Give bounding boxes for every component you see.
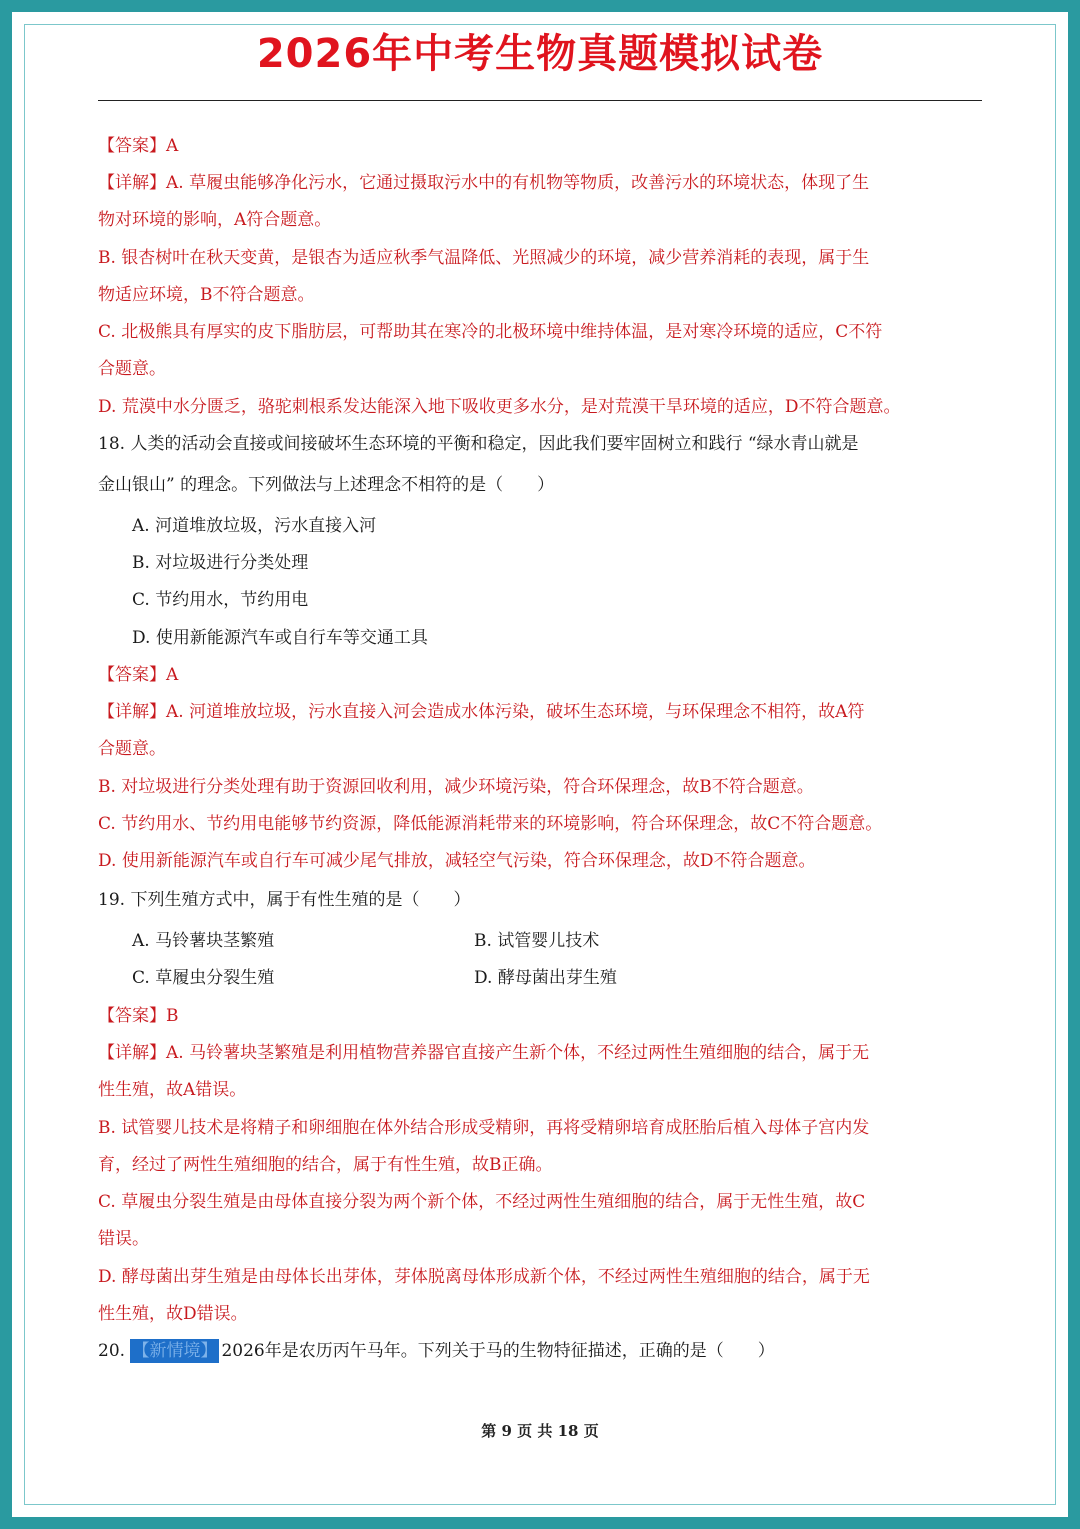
q20-stem-text: 2026年是农历丙午马年。下列关于马的生物特征描述，正确的是（ ） — [221, 1341, 775, 1361]
q18-detail-line: 【详解】A. 河道堆放垃圾，污水直接入河会造成水体污染，破坏生态环境，与环保理念不相符，故A符 — [98, 702, 865, 722]
q18-detail-line: C. 节约用水、节约用电能够节约资源，降低能源消耗带来的环境影响，符合环保理念，故C不符合题意。 — [98, 814, 883, 834]
q18-option-a: A. 河道堆放垃圾，污水直接入河 — [132, 516, 377, 536]
q19-detail-line: 育，经过了两性生殖细胞的结合，属于有性生殖，故B正确。 — [98, 1155, 553, 1175]
q19-option-b: B. 试管婴儿技术 — [474, 931, 600, 951]
q20-number: 20. — [98, 1341, 126, 1361]
q17-answer: 【答案】A — [98, 136, 179, 156]
q20-stem — [98, 1339, 775, 1363]
q19-option-c: C. 草履虫分裂生殖 — [132, 968, 275, 988]
q18-option-c: C. 节约用水，节约用电 — [132, 590, 309, 610]
q19-detail-line: 性生殖，故A错误。 — [98, 1080, 247, 1100]
q18-stem: 18. 人类的活动会直接或间接破坏生态环境的平衡和稳定，因此我们要牢固树立和践行 “绿水青山就是 — [98, 434, 859, 454]
q17-detail-line: C. 北极熊具有厚实的皮下脂肪层，可帮助其在寒冷的北极环境中维持体温，是对寒冷环境的适应，C不符 — [98, 322, 883, 342]
q17-detail-line: 【详解】A. 草履虫能够净化污水，它通过摄取污水中的有机物等物质，改善污水的环境状态，体现了生 — [98, 173, 870, 193]
q17-detail-line: D. 荒漠中水分匮乏，骆驼刺根系发达能深入地下吸收更多水分，是对荒漠干旱环境的适应，D不符合题意。 — [98, 397, 901, 417]
q19-detail-line: 错误。 — [98, 1229, 149, 1249]
q19-option-d: D. 酵母菌出芽生殖 — [474, 968, 617, 988]
q18-option-b: B. 对垃圾进行分类处理 — [132, 553, 309, 573]
q19-answer: 【答案】B — [98, 1006, 179, 1026]
page-title: 2026年中考生物真题模拟试卷 — [256, 31, 824, 77]
q19-detail-line: B. 试管婴儿技术是将精子和卵细胞在体外结合形成受精卵，再将受精卵培育成胚胎后植入母体子宫内发 — [98, 1118, 870, 1138]
q18-stem: 金山银山” 的理念。下列做法与上述理念不相符的是（ ） — [98, 475, 555, 495]
q18-detail-line: B. 对垃圾进行分类处理有助于资源回收利用，减少环境污染，符合环保理念，故B不符合题意。 — [98, 777, 814, 797]
page-footer: 第 9 页 共 18 页 — [481, 1422, 599, 1440]
q18-detail-line: 合题意。 — [98, 739, 166, 759]
q17-detail-line: 物对环境的影响，A符合题意。 — [98, 210, 332, 230]
title-divider — [98, 100, 982, 101]
q17-detail-line: B. 银杏树叶在秋天变黄，是银杏为适应秋季气温降低、光照减少的环境，减少营养消耗的表现，属于生 — [98, 248, 870, 268]
q17-detail-line: 物适应环境，B不符合题意。 — [98, 285, 315, 305]
new-context-tag: 【新情境】 — [132, 1341, 218, 1361]
q17-detail-line: 合题意。 — [98, 359, 166, 379]
q19-option-a: A. 马铃薯块茎繁殖 — [132, 931, 275, 951]
q18-option-d: D. 使用新能源汽车或自行车等交通工具 — [132, 628, 428, 648]
q19-stem: 19. 下列生殖方式中，属于有性生殖的是（ ） — [98, 890, 471, 910]
q18-detail-line: D. 使用新能源汽车或自行车可减少尾气排放，减轻空气污染，符合环保理念，故D不符合题意。 — [98, 851, 816, 871]
q18-answer: 【答案】A — [98, 665, 179, 685]
q19-detail-line: 性生殖，故D错误。 — [98, 1304, 248, 1324]
q19-detail-line: 【详解】A. 马铃薯块茎繁殖是利用植物营养器官直接产生新个体，不经过两性生殖细胞的结合，属于无 — [98, 1043, 870, 1063]
q19-detail-line: D. 酵母菌出芽生殖是由母体长出芽体，芽体脱离母体形成新个体，不经过两性生殖细胞的结合，属于无 — [98, 1267, 870, 1287]
q19-detail-line: C. 草履虫分裂生殖是由母体直接分裂为两个新个体，不经过两性生殖细胞的结合，属于无性生殖，故C — [98, 1192, 866, 1212]
